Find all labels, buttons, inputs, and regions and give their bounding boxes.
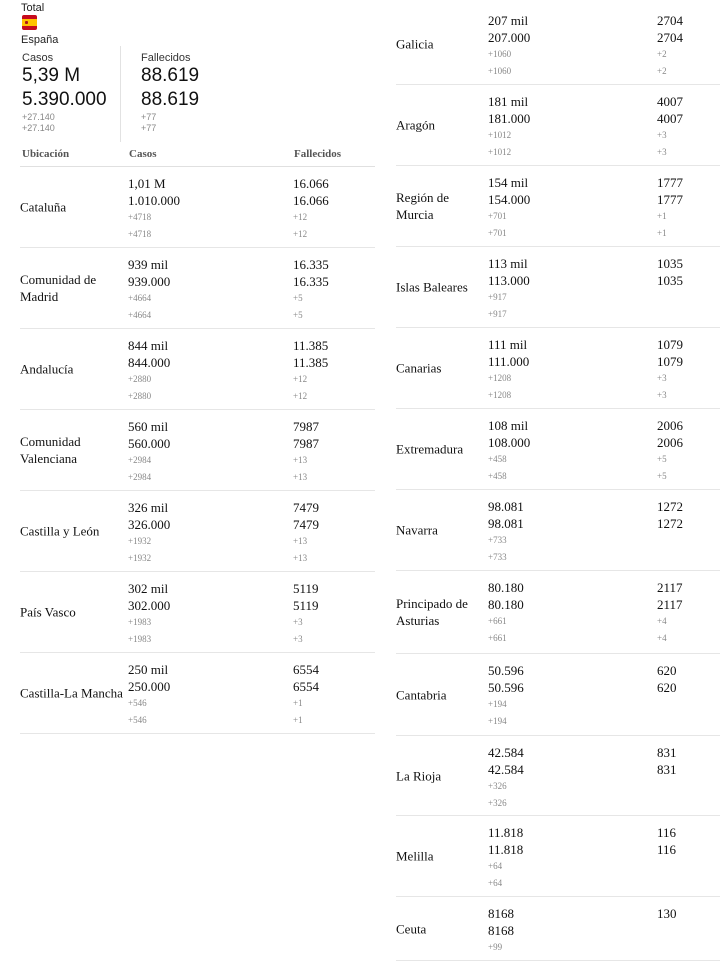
- region-name: Melilla: [396, 848, 434, 864]
- deaths-change: +77: [141, 112, 157, 122]
- cases-full: 8168: [488, 923, 514, 938]
- cases-short: 1,01 M: [128, 176, 166, 191]
- deaths-stat: [141, 52, 199, 134]
- region-row[interactable]: [396, 736, 720, 816]
- cases-increase: +99: [488, 942, 503, 952]
- cases-increase: +4718: [128, 212, 152, 222]
- cases-increase-secondary: +917: [488, 309, 507, 319]
- cases-full: 326.000: [128, 517, 171, 532]
- cases-increase-secondary: +4664: [128, 310, 152, 320]
- deaths-value: 2006: [657, 418, 683, 433]
- region-name: País Vasco: [20, 604, 76, 620]
- cases-short: 250 mil: [128, 662, 169, 677]
- cases-label: Casos: [22, 52, 54, 64]
- deaths-value-secondary: 1035: [657, 273, 683, 288]
- deaths-increase-secondary: +13: [293, 472, 308, 482]
- deaths-increase-secondary: +13: [293, 553, 308, 563]
- deaths-increase-secondary: +3: [657, 390, 667, 400]
- deaths-value-secondary: 831: [657, 762, 677, 777]
- cases-increase-secondary: +733: [488, 552, 507, 562]
- cases-increase-secondary: +2984: [128, 472, 152, 482]
- cases-increase-secondary: +2880: [128, 391, 152, 401]
- header-deaths[interactable]: Fallecidos: [294, 148, 342, 160]
- deaths-increase: +13: [293, 536, 308, 546]
- deaths-value: 16.335: [293, 257, 329, 272]
- region-row[interactable]: [20, 491, 375, 572]
- deaths-increase: +4: [657, 616, 667, 626]
- cases-increase: +917: [488, 292, 507, 302]
- cases-short: 108 mil: [488, 418, 529, 433]
- region-name: Extremadura: [396, 441, 464, 457]
- deaths-increase-secondary: +5: [657, 471, 667, 481]
- region-row[interactable]: [396, 409, 720, 490]
- region-name: Cantabria: [396, 687, 447, 702]
- summary-panel: [0, 0, 380, 150]
- deaths-value: 5119: [293, 581, 319, 596]
- deaths-value-secondary: 1777: [657, 192, 683, 207]
- cases-increase: +64: [488, 861, 503, 871]
- cases-full: 560.000: [128, 436, 171, 451]
- cases-short: 844 mil: [128, 338, 169, 353]
- deaths-value-secondary: 4007: [657, 111, 683, 126]
- deaths-value: 7479: [293, 500, 319, 515]
- cases-short: 42.584: [488, 745, 524, 760]
- spain-flag-icon: [22, 15, 37, 30]
- region-name: Navarra: [396, 522, 438, 538]
- region-row[interactable]: [20, 572, 375, 653]
- cases-increase: +2984: [128, 455, 152, 465]
- cases-short: 326 mil: [128, 500, 169, 515]
- cases-short-value: 5,39 M: [22, 65, 81, 86]
- deaths-increase: +1: [293, 698, 303, 708]
- cases-full: 154.000: [488, 192, 531, 207]
- cases-full: 1.010.000: [128, 193, 180, 208]
- cases-increase: +1983: [128, 617, 152, 627]
- deaths-change-secondary: +77: [141, 123, 157, 133]
- deaths-increase-secondary: +4: [657, 633, 667, 643]
- deaths-value-secondary: 2006: [657, 435, 683, 450]
- deaths-increase-secondary: +1: [293, 715, 303, 725]
- deaths-increase: +13: [293, 455, 308, 465]
- cases-increase-secondary: +1932: [128, 553, 152, 563]
- deaths-increase-secondary: +2: [657, 66, 667, 76]
- cases-full: 111.000: [488, 354, 530, 369]
- region-name: Cataluña: [20, 199, 67, 215]
- cases-increase-secondary: +661: [488, 633, 507, 643]
- region-name: Galicia: [396, 36, 434, 52]
- cases-increase: +326: [488, 781, 507, 791]
- region-row[interactable]: [20, 329, 375, 410]
- deaths-value: 7987: [293, 419, 319, 434]
- region-row[interactable]: [396, 571, 720, 654]
- deaths-value-secondary: 2117: [657, 597, 683, 612]
- cases-full: 42.584: [488, 762, 524, 777]
- region-row[interactable]: [396, 816, 720, 897]
- region-name: Castilla y León: [20, 523, 100, 539]
- deaths-value-secondary: 1272: [657, 516, 683, 531]
- cases-increase: +1208: [488, 373, 512, 383]
- deaths-increase-secondary: +12: [293, 391, 308, 401]
- deaths-increase: +3: [657, 373, 667, 383]
- cases-increase-secondary: +1060: [488, 66, 512, 76]
- cases-increase: +1012: [488, 130, 512, 140]
- cases-full: 844.000: [128, 355, 171, 370]
- deaths-value-secondary: 116: [657, 842, 677, 857]
- cases-full: 939.000: [128, 274, 171, 289]
- deaths-increase: +3: [657, 130, 667, 140]
- cases-increase-secondary: +194: [488, 716, 507, 726]
- deaths-increase: +5: [293, 293, 303, 303]
- region-row[interactable]: [396, 247, 720, 328]
- cases-increase: +701: [488, 211, 507, 221]
- region-row[interactable]: [396, 654, 720, 736]
- cases-increase: +546: [128, 698, 147, 708]
- cases-increase: +194: [488, 699, 507, 709]
- cases-short: 560 mil: [128, 419, 169, 434]
- region-row[interactable]: [396, 4, 720, 85]
- cases-short: 181 mil: [488, 94, 529, 109]
- cases-increase-secondary: +458: [488, 471, 507, 481]
- deaths-increase: +3: [293, 617, 303, 627]
- deaths-increase: +12: [293, 374, 308, 384]
- deaths-increase-secondary: +1: [657, 228, 667, 238]
- header-location[interactable]: Ubicación: [22, 148, 70, 160]
- cases-short: 113 mil: [488, 256, 528, 271]
- deaths-value: 130: [657, 906, 677, 921]
- total-label: Total: [21, 2, 45, 14]
- deaths-value-secondary: 7479: [293, 517, 319, 532]
- deaths-increase-secondary: +5: [293, 310, 303, 320]
- region-row[interactable]: [20, 248, 375, 329]
- cases-increase-secondary: +4718: [128, 229, 152, 239]
- deaths-increase: +12: [293, 212, 308, 222]
- cases-increase-secondary: +1012: [488, 147, 512, 157]
- deaths-increase: +2: [657, 49, 667, 59]
- cases-full: 181.000: [488, 111, 531, 126]
- cases-short: 8168: [488, 906, 514, 921]
- cases-increase-secondary: +1983: [128, 634, 152, 644]
- deaths-value-secondary: 11.385: [293, 355, 329, 370]
- region-row[interactable]: [20, 410, 375, 491]
- deaths-value: 1035: [657, 256, 683, 271]
- cases-full: 108.000: [488, 435, 531, 450]
- deaths-value: 1079: [657, 337, 683, 352]
- cases-short: 11.818: [488, 825, 524, 840]
- deaths-value-secondary: 5119: [293, 598, 319, 613]
- deaths-value-secondary: 2704: [657, 30, 683, 45]
- region-row[interactable]: [396, 166, 720, 247]
- deaths-value: 6554: [293, 662, 319, 677]
- region-row[interactable]: [396, 490, 720, 571]
- cases-full: 250.000: [128, 679, 171, 694]
- cases-short: 207 mil: [488, 13, 529, 28]
- summary-divider: [120, 46, 121, 142]
- region-name: Castilla-La Mancha: [20, 685, 123, 701]
- deaths-full-value: 88.619: [141, 89, 200, 110]
- deaths-value-secondary: 16.335: [293, 274, 329, 289]
- region-name: Región de Murcia: [396, 190, 450, 222]
- deaths-value-secondary: 620: [657, 680, 677, 695]
- deaths-increase-secondary: +3: [657, 147, 667, 157]
- deaths-label: Fallecidos: [141, 52, 191, 64]
- cases-full-value: 5.390.000: [22, 89, 107, 110]
- cases-short: 154 mil: [488, 175, 529, 190]
- cases-increase-secondary: +326: [488, 798, 507, 808]
- deaths-value: 16.066: [293, 176, 329, 191]
- deaths-increase: +5: [657, 454, 667, 464]
- region-name: Comunidad Valenciana: [20, 434, 81, 466]
- cases-full: 50.596: [488, 680, 524, 695]
- cases-full: 207.000: [488, 30, 531, 45]
- cases-increase-secondary: +64: [488, 878, 503, 888]
- cases-change: +27.140: [22, 112, 55, 122]
- deaths-value-secondary: 7987: [293, 436, 319, 451]
- cases-full: 98.081: [488, 516, 524, 531]
- cases-increase: +1932: [128, 536, 152, 546]
- deaths-value: 1272: [657, 499, 683, 514]
- region-name: Ceuta: [396, 921, 427, 936]
- cases-increase-secondary: +1208: [488, 390, 512, 400]
- region-row[interactable]: [396, 328, 720, 409]
- region-name: Principado de Asturias: [396, 596, 468, 628]
- country-name: España: [21, 34, 59, 46]
- cases-increase: +733: [488, 535, 507, 545]
- region-name: Canarias: [396, 360, 442, 376]
- cases-increase-secondary: +546: [128, 715, 147, 725]
- deaths-value-secondary: 6554: [293, 679, 319, 694]
- table-header: [20, 146, 375, 167]
- region-row[interactable]: [20, 653, 375, 734]
- deaths-increase-secondary: +12: [293, 229, 308, 239]
- cases-increase-secondary: +701: [488, 228, 507, 238]
- cases-full: 302.000: [128, 598, 171, 613]
- cases-short: 98.081: [488, 499, 524, 514]
- deaths-value: 11.385: [293, 338, 329, 353]
- deaths-value: 116: [657, 825, 677, 840]
- cases-increase: +1060: [488, 49, 512, 59]
- cases-short: 80.180: [488, 580, 524, 595]
- deaths-short-value: 88.619: [141, 65, 200, 86]
- cases-full: 113.000: [488, 273, 530, 288]
- cases-stat: [22, 52, 107, 134]
- deaths-value: 4007: [657, 94, 683, 109]
- cases-full: 80.180: [488, 597, 524, 612]
- deaths-increase-secondary: +3: [293, 634, 303, 644]
- cases-increase: +458: [488, 454, 507, 464]
- region-row[interactable]: [20, 167, 375, 248]
- deaths-increase: +1: [657, 211, 667, 221]
- cases-full: 11.818: [488, 842, 524, 857]
- cases-short: 939 mil: [128, 257, 169, 272]
- cases-increase: +4664: [128, 293, 152, 303]
- header-cases[interactable]: Casos: [129, 148, 157, 160]
- region-name: Andalucía: [20, 361, 74, 377]
- region-name: Islas Baleares: [396, 279, 468, 295]
- cases-increase: +2880: [128, 374, 152, 384]
- region-name: Comunidad de Madrid: [20, 272, 97, 304]
- deaths-value: 2117: [657, 580, 683, 595]
- deaths-value: 2704: [657, 13, 683, 28]
- region-name: Aragón: [396, 117, 435, 133]
- deaths-value-secondary: 1079: [657, 354, 683, 369]
- region-row[interactable]: [396, 897, 720, 961]
- cases-increase: +661: [488, 616, 507, 626]
- deaths-value: 831: [657, 745, 677, 760]
- cases-short: 50.596: [488, 663, 524, 678]
- deaths-value: 1777: [657, 175, 683, 190]
- cases-short: 111 mil: [488, 337, 528, 352]
- deaths-value-secondary: 16.066: [293, 193, 329, 208]
- cases-change-secondary: +27.140: [22, 123, 55, 133]
- region-row[interactable]: [396, 85, 720, 166]
- cases-short: 302 mil: [128, 581, 169, 596]
- region-name: La Rioja: [396, 768, 442, 783]
- deaths-value: 620: [657, 663, 677, 678]
